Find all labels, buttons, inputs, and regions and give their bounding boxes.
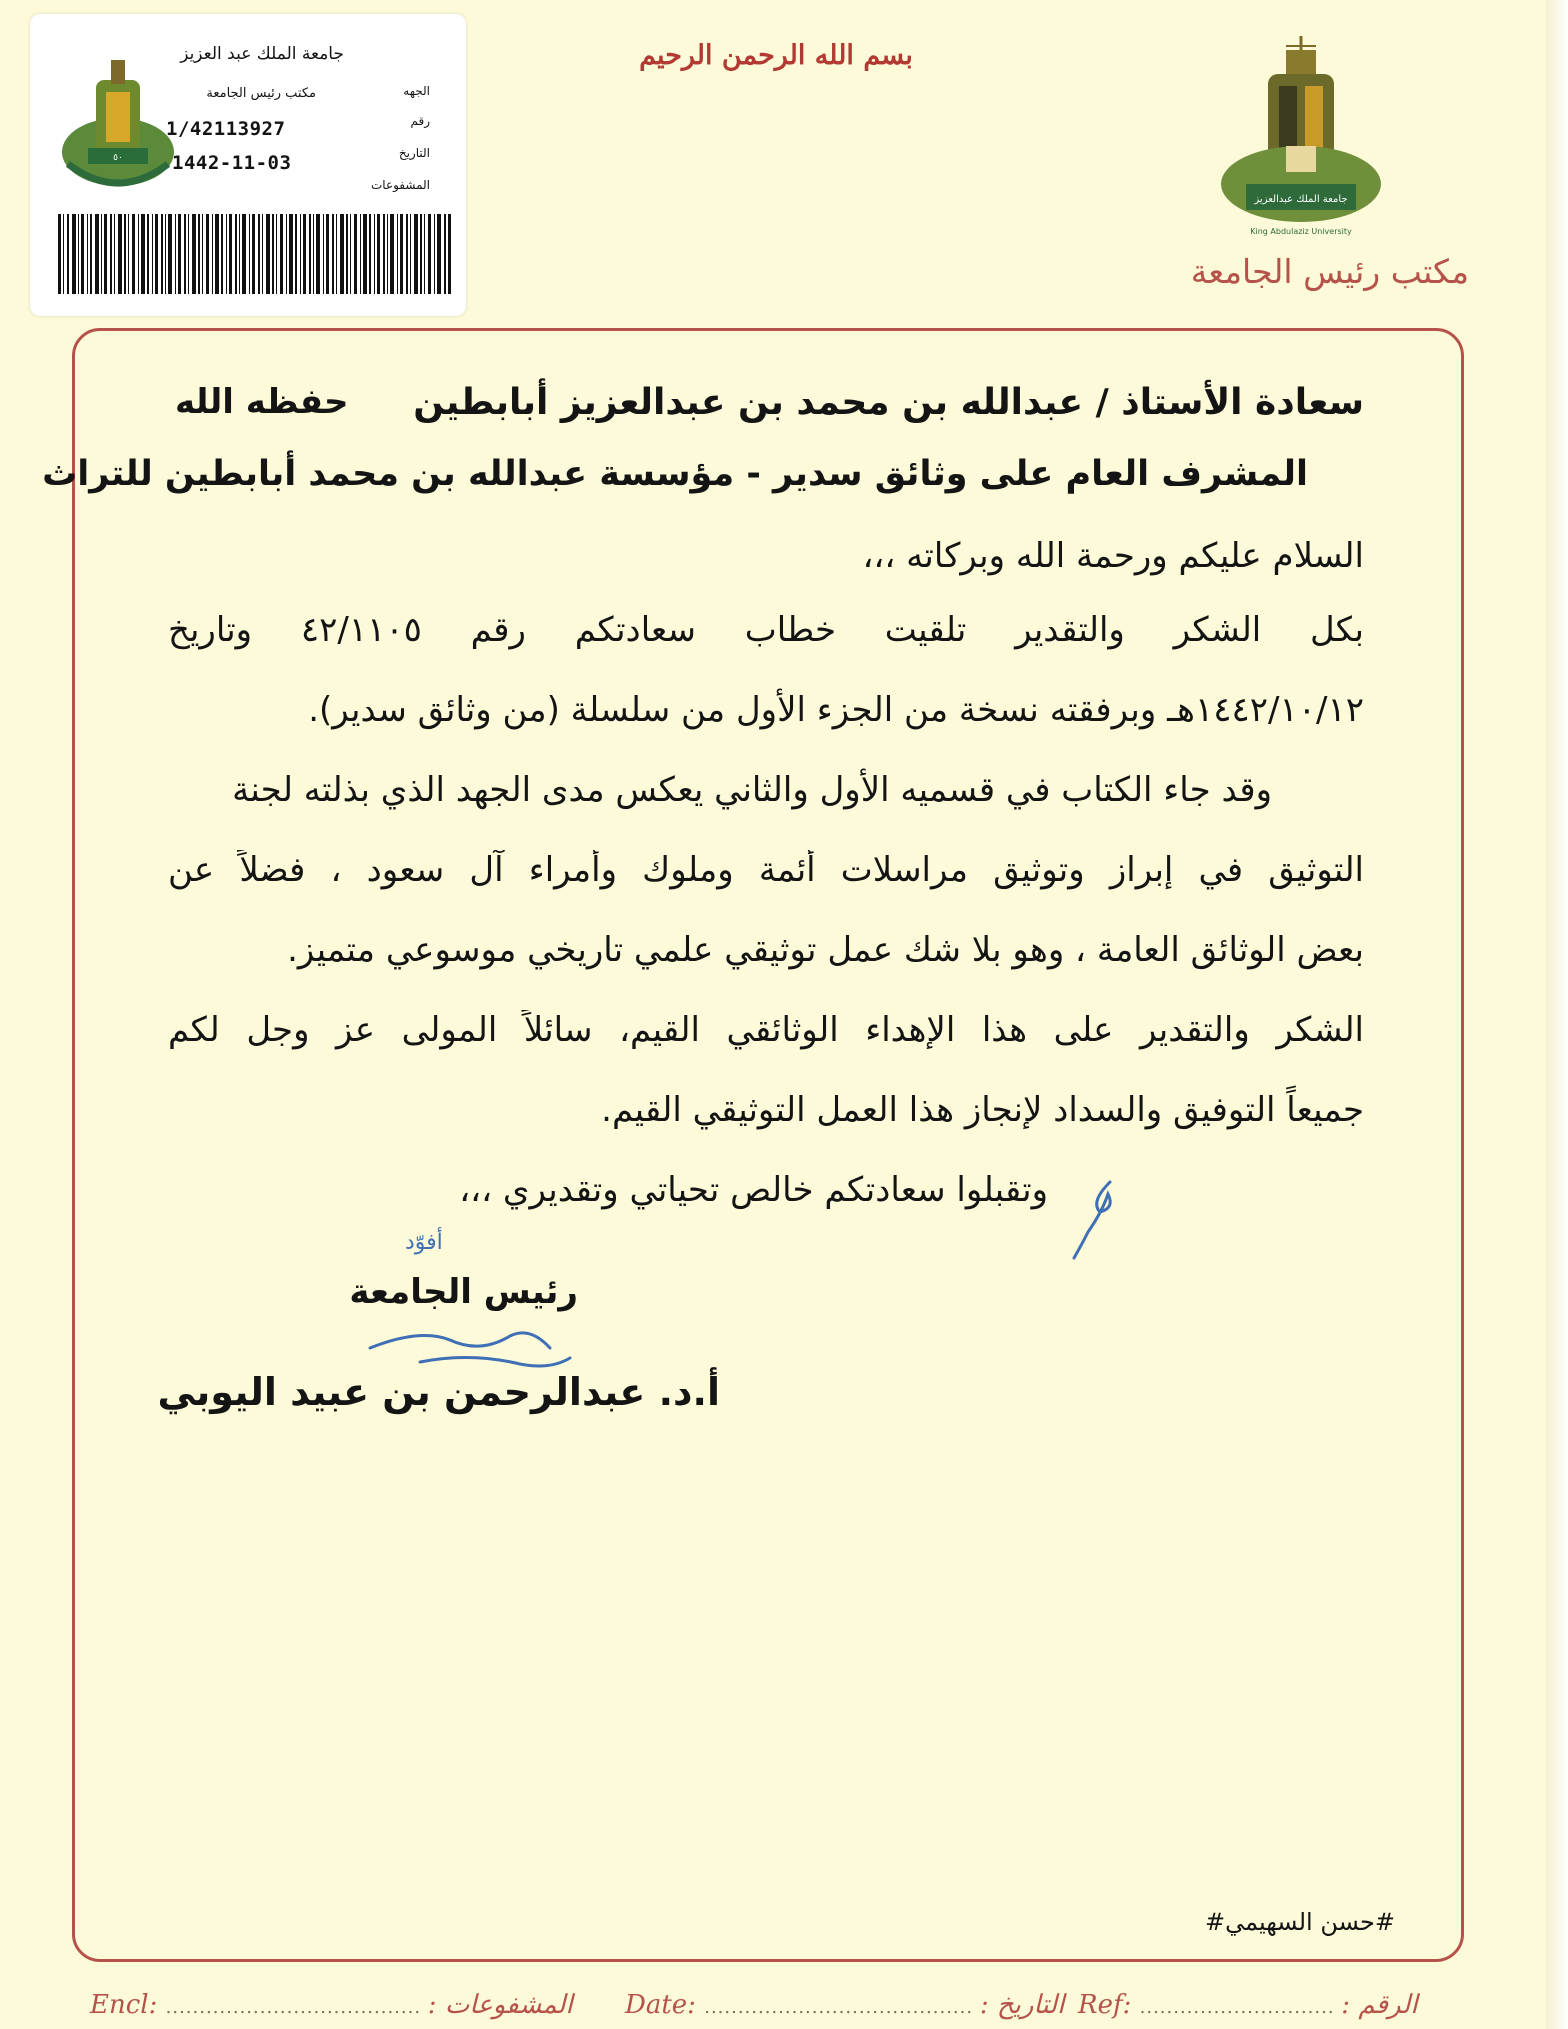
footer-date-en: Date: [625, 1990, 696, 2020]
footer-enclosures: Encl: ...................................... : المشفوعات [90, 1990, 573, 2020]
body-line-6: الشكر والتقدير على هذا الإهداء الوثائقي القيم، سائلاً المولى عز وجل لكم [168, 1010, 1364, 1050]
sticker-date: 1442-11-03 [172, 152, 292, 174]
university-logo-small [58, 52, 178, 212]
university-logo [1216, 34, 1386, 244]
barcode [58, 214, 452, 306]
sticker-university-name: جامعة الملك عبد العزيز [180, 44, 344, 64]
blessing: حفظه الله [175, 382, 349, 422]
handwritten-note: أفوّد [405, 1230, 443, 1255]
addressee-line: سعادة الأستاذ / عبدالله بن محمد بن عبدالعزيز أبابطين [413, 382, 1364, 423]
sticker-label-date: التاريخ [398, 146, 430, 160]
body-line-4: التوثيق في إبراز وتوثيق مراسلات أئمة وملوك وأمراء آل سعود ، فضلاً عن [168, 850, 1364, 890]
footer-ref: Ref: ............................. : الرقم [1078, 1990, 1418, 2020]
footer-encl-en: Encl: [90, 1990, 158, 2020]
handwritten-initials [1070, 1172, 1130, 1262]
footer-date: Date: ........................................ : التاريخ [625, 1990, 1065, 2020]
body-line-5: بعض الوثائق العامة ، وهو بلا شك عمل توثيقي علمي تاريخي موسوعي متميز. [287, 930, 1364, 970]
svg-text:جامعة الملك عبدالعزيز: جامعة الملك عبدالعزيز [1254, 194, 1348, 205]
signatory-title: رئيس الجامعة [349, 1272, 578, 1312]
footer-encl-ar: : المشفوعات [427, 1990, 573, 2020]
hashtag-watermark: #حسن السهيمي# [1205, 1908, 1395, 1936]
sticker-office: مكتب رئيس الجامعة [206, 86, 316, 101]
basmala: بسم الله الرحمن الرحيم [639, 40, 913, 71]
signatory-name: أ.د. عبدالرحمن بن عبيد اليوبي [157, 1370, 720, 1414]
sticker-label-sender: الجهه [403, 84, 430, 98]
body-line-2: ١٤٤٢/١٠/١٢هـ وبرفقته نسخة من الجزء الأول من سلسلة (من وثائق سدير). [308, 690, 1364, 730]
page-edge-shadow [1546, 0, 1568, 2029]
svg-text:٥٠: ٥٠ [113, 153, 123, 163]
sticker-label-enclosures: المشفوعات [370, 178, 430, 192]
office-title: مكتب رئيس الجامعة [1190, 252, 1469, 291]
closing: وتقبلوا سعادتكم خالص تحياتي وتقديري ،،، [459, 1170, 1048, 1210]
registration-sticker [30, 14, 466, 316]
footer-ref-ar: : الرقم [1341, 1990, 1418, 2020]
footer-ref-en: Ref: [1078, 1990, 1132, 2020]
greeting: السلام عليكم ورحمة الله وبركاته ،،، [862, 536, 1364, 576]
footer-date-ar: : التاريخ [979, 1990, 1065, 2020]
addressee-title: المشرف العام على وثائق سدير - مؤسسة عبدالله بن محمد أبابطين للتراث [42, 454, 1308, 494]
sticker-number: 1/42113927 [166, 118, 286, 140]
body-line-3: وقد جاء الكتاب في قسميه الأول والثاني يعكس مدى الجهد الذي بذلته لجنة [232, 770, 1272, 810]
svg-text:King Abdulaziz University: King Abdulaziz University [1250, 227, 1352, 236]
sticker-label-number: رقم [410, 114, 430, 128]
body-line-1: بكل الشكر والتقدير تلقيت خطاب سعادتكم رقم ٤٢/١١٠٥ وتاريخ [168, 610, 1364, 650]
body-line-7: جميعاً التوفيق والسداد لإنجاز هذا العمل التوثيقي القيم. [601, 1090, 1364, 1130]
